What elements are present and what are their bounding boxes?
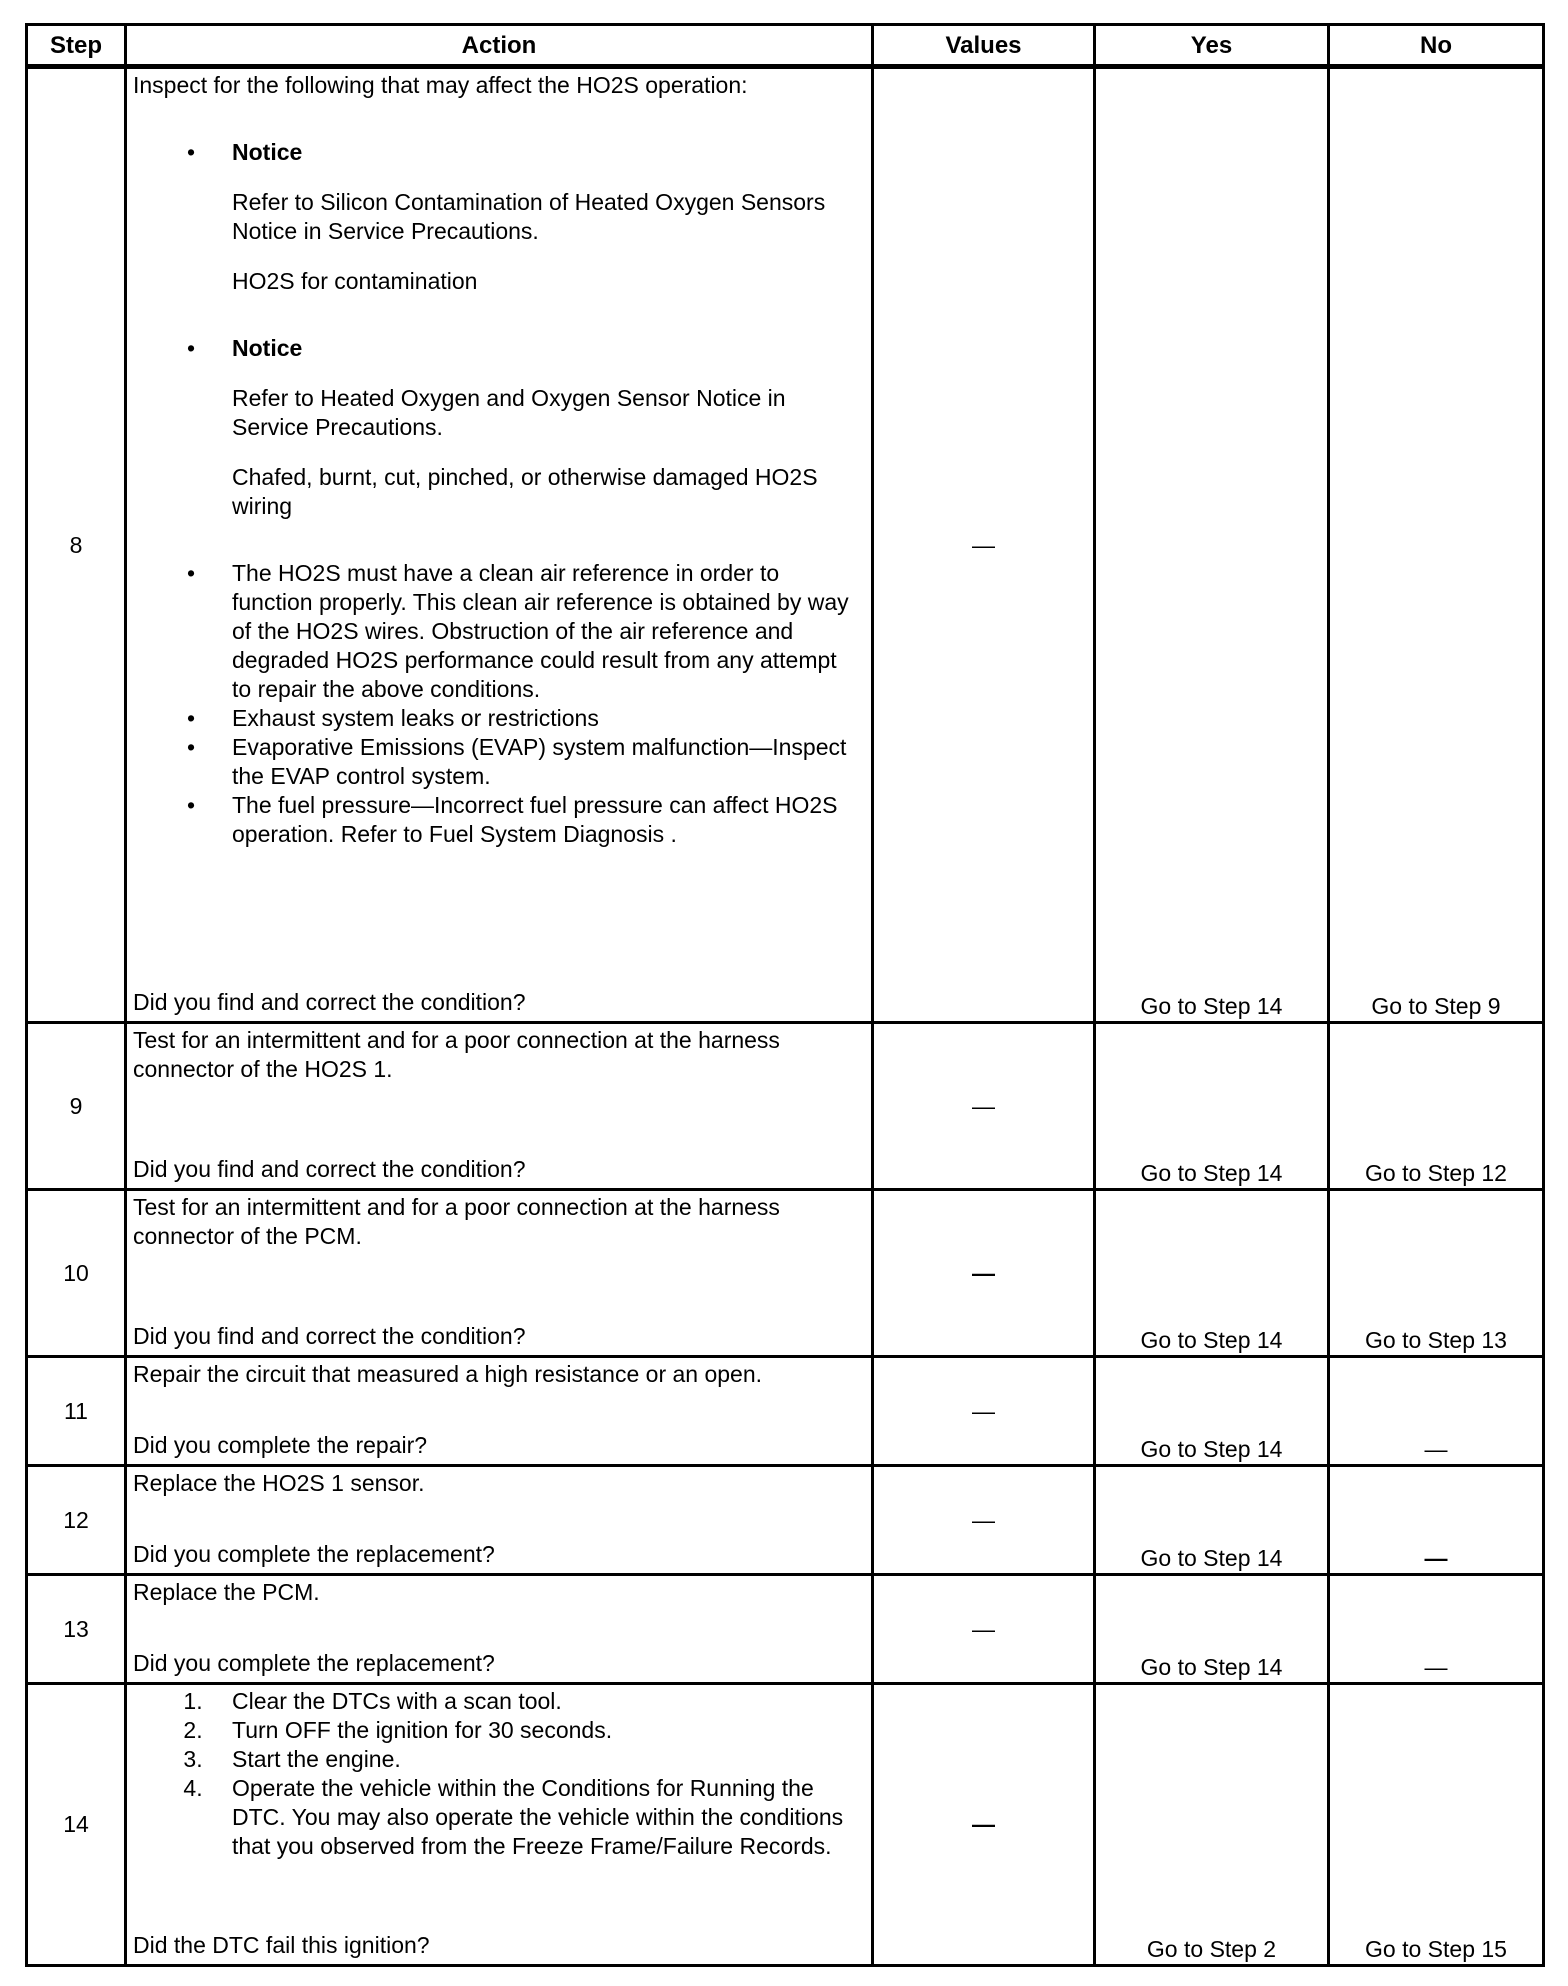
action-content: [133, 71, 861, 849]
list-item-text: Operate the vehicle within the Conditions for Running the DTC. You may also operate the vehicle within the conditions that you observed from the Freeze Frame/Failure Records.: [232, 1775, 844, 1859]
list-item: [133, 733, 861, 791]
action-cell: [126, 1684, 873, 1966]
yes-cell: Go to Step 14: [1095, 1575, 1329, 1684]
empty-dash: —: [972, 531, 995, 558]
table-row-step-13: [27, 1575, 1544, 1684]
yes-cell: Go to Step 14: [1095, 67, 1329, 1023]
values-cell: [873, 67, 1095, 1023]
list-item: [133, 1687, 861, 1716]
step-number: 10: [27, 1190, 126, 1357]
empty-dash: —: [1424, 1654, 1448, 1680]
step-number: 14: [27, 1684, 126, 1966]
action-question: Did you complete the replacement?: [133, 1541, 495, 1567]
action-question: Did you find and correct the condition?: [133, 1323, 526, 1349]
action-question: Did the DTC fail this ignition?: [133, 1932, 430, 1958]
step-number: 13: [27, 1575, 126, 1684]
values-cell: [873, 1575, 1095, 1684]
list-item: [133, 559, 861, 704]
list-item: [133, 1716, 861, 1745]
header-action: Action: [126, 25, 873, 67]
diagnostic-table: [25, 23, 1545, 1967]
header-yes: Yes: [1095, 25, 1329, 67]
yes-cell: Go to Step 14: [1095, 1357, 1329, 1466]
list-number: 3.: [183, 1746, 203, 1772]
action-text: Replace the HO2S 1 sensor.: [133, 1470, 425, 1496]
table-row-step-11: [27, 1357, 1544, 1466]
notice-item: Chafed, burnt, cut, pinched, or otherwise damaged HO2S wiring: [232, 464, 818, 519]
action-question: Did you complete the replacement?: [133, 1650, 495, 1676]
numbered-list: [133, 1687, 861, 1861]
table-row-step-12: [27, 1466, 1544, 1575]
values-cell: [873, 1023, 1095, 1190]
action-cell: [126, 1357, 873, 1466]
bullet-icon: •: [186, 139, 196, 165]
header-values: Values: [873, 25, 1095, 67]
bullet-icon: •: [186, 335, 196, 361]
list-number: 4.: [183, 1775, 203, 1801]
bullet-icon: •: [186, 734, 196, 760]
header-step: Step: [27, 25, 126, 67]
no-cell: [1329, 1466, 1544, 1575]
empty-dash: —: [972, 1397, 995, 1424]
no-cell: Go to Step 15: [1329, 1684, 1544, 1966]
values-cell: [873, 1684, 1095, 1966]
action-cell: [126, 1190, 873, 1357]
action-text: Test for an intermittent and for a poor connection at the harness connector of the HO2S 1.: [133, 1027, 780, 1082]
list-item-text: Exhaust system leaks or restrictions: [232, 705, 599, 731]
step-number: 8: [27, 67, 126, 1023]
action-question: Did you find and correct the condition?: [133, 1156, 526, 1182]
notice-item: HO2S for contamination: [232, 268, 478, 294]
table-row-step-10: [27, 1190, 1544, 1357]
yes-cell: Go to Step 2: [1095, 1684, 1329, 1966]
list-item: [133, 704, 861, 733]
list-item-text: Clear the DTCs with a scan tool.: [232, 1688, 562, 1714]
empty-dash: —: [1424, 1436, 1448, 1462]
header-no: No: [1329, 25, 1544, 67]
action-cell: [126, 1575, 873, 1684]
action-intro: Inspect for the following that may affect the HO2S operation:: [133, 72, 748, 98]
notice-text: Refer to Heated Oxygen and Oxygen Sensor Notice in Service Precautions.: [232, 385, 786, 440]
no-cell: Go to Step 12: [1329, 1023, 1544, 1190]
no-cell: Go to Step 9: [1329, 67, 1544, 1023]
list-item: [133, 334, 861, 521]
empty-dash: —: [972, 1259, 995, 1286]
table-row-step-8: [27, 67, 1544, 1023]
bullet-icon: •: [186, 792, 196, 818]
no-cell: [1329, 1575, 1544, 1684]
bullet-list: [133, 138, 861, 849]
action-question: Did you find and correct the condition?: [133, 989, 526, 1015]
list-item-text: Start the engine.: [232, 1746, 401, 1772]
step-number: 11: [27, 1357, 126, 1466]
action-cell: [126, 1023, 873, 1190]
values-cell: [873, 1357, 1095, 1466]
list-number: 2.: [183, 1717, 203, 1743]
action-text: Test for an intermittent and for a poor connection at the harness connector of the PCM.: [133, 1194, 780, 1249]
no-cell: Go to Step 13: [1329, 1190, 1544, 1357]
action-text: Repair the circuit that measured a high resistance or an open.: [133, 1361, 763, 1387]
table-row-step-9: [27, 1023, 1544, 1190]
action-question: Did you complete the repair?: [133, 1432, 428, 1458]
empty-dash: —: [972, 1506, 995, 1533]
list-item: [133, 1774, 861, 1861]
header-row: [27, 25, 1544, 67]
step-number: 9: [27, 1023, 126, 1190]
empty-dash: —: [972, 1615, 995, 1642]
list-item: [133, 791, 861, 849]
table-row-step-14: [27, 1684, 1544, 1966]
list-number: 1.: [183, 1688, 203, 1714]
action-text: Replace the PCM.: [133, 1579, 320, 1605]
empty-dash: —: [972, 1811, 995, 1837]
action-cell: [126, 1466, 873, 1575]
notice-title: Notice: [232, 139, 303, 165]
empty-dash: —: [1424, 1545, 1448, 1571]
yes-cell: Go to Step 14: [1095, 1023, 1329, 1190]
empty-dash: —: [972, 1092, 995, 1119]
list-item: [133, 138, 861, 296]
yes-cell: Go to Step 14: [1095, 1190, 1329, 1357]
yes-cell: Go to Step 14: [1095, 1466, 1329, 1575]
list-item: [133, 1745, 861, 1774]
notice-text: Refer to Silicon Contamination of Heated Oxygen Sensors Notice in Service Precautions.: [232, 189, 826, 244]
list-item-text: Evaporative Emissions (EVAP) system malfunction—Inspect the EVAP control system.: [232, 734, 847, 789]
list-item-text: Turn OFF the ignition for 30 seconds.: [232, 1717, 613, 1743]
notice-title: Notice: [232, 335, 303, 361]
values-cell: [873, 1466, 1095, 1575]
action-cell: [126, 67, 873, 1023]
step-number: 12: [27, 1466, 126, 1575]
no-cell: [1329, 1357, 1544, 1466]
bullet-icon: •: [186, 705, 196, 731]
list-item-text: The fuel pressure—Incorrect fuel pressure can affect HO2S operation. Refer to Fuel System Diagnosis .: [232, 792, 838, 847]
list-item-text: The HO2S must have a clean air reference in order to function properly. This clean air reference is obtained by way of the HO2S wires. Obstruction of the air reference and degraded HO2S performance could result from any attempt to repair the above conditions.: [232, 560, 849, 702]
values-cell: [873, 1190, 1095, 1357]
bullet-icon: •: [186, 560, 196, 586]
